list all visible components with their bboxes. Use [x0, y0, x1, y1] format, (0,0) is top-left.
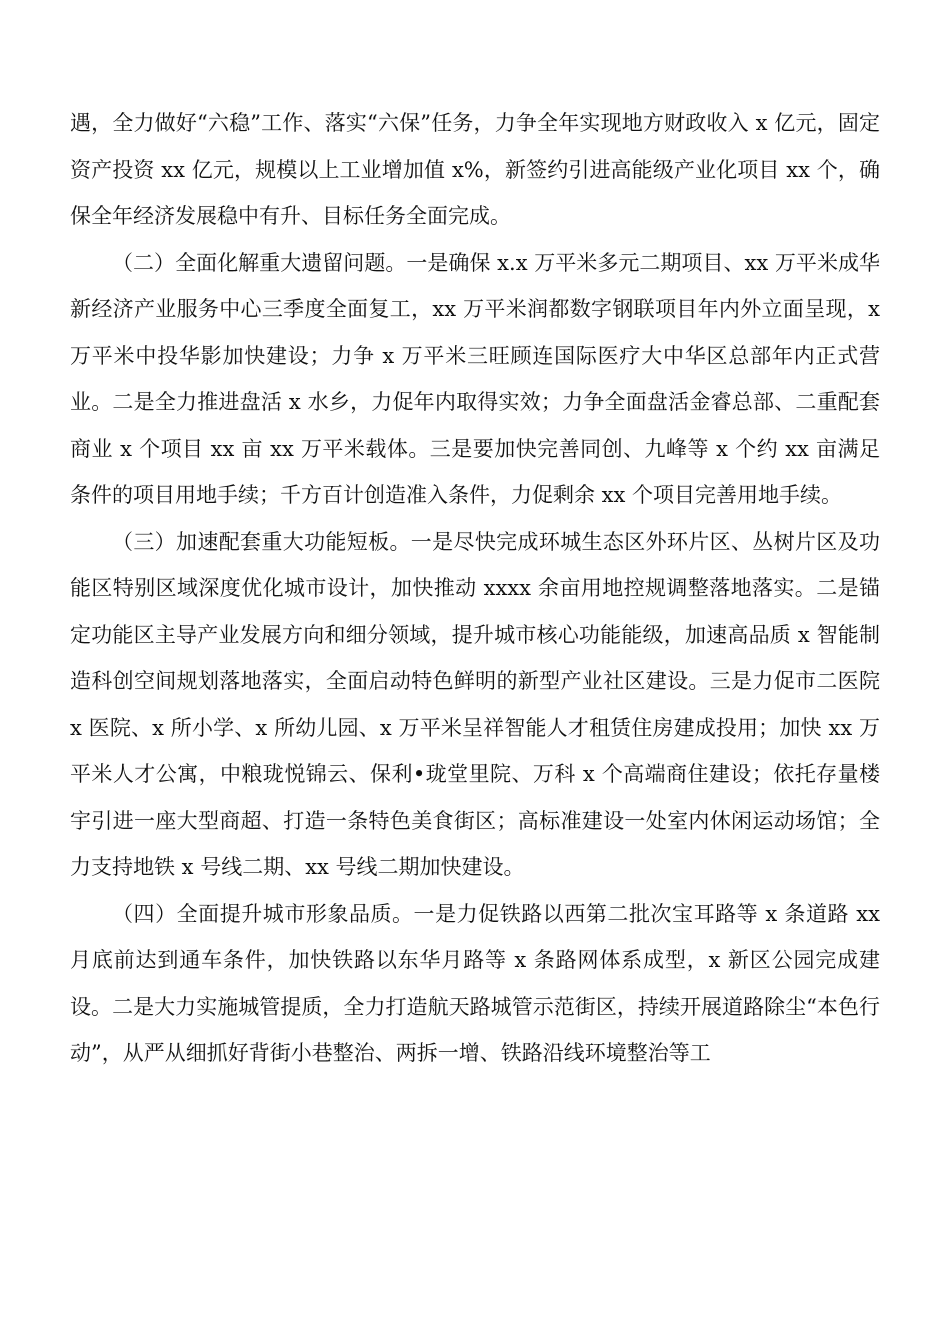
paragraph-continuation: 遇，全力做好“六稳”工作、落实“六保”任务，力争全年实现地方财政收入 x 亿元，固定资产投资 xx 亿元，规模以上工业增加值 x%，新签约引进高能级产业化项目 xx 个，确保全年经济发展稳中有升、目标任务全面完成。 — [70, 111, 880, 228]
document-page — [70, 100, 880, 1077]
paragraph-section-2: （二）全面化解重大遗留问题。一是确保 x.x 万平米多元二期项目、xx 万平米成华新经济产业服务中心三季度全面复工，xx 万平米润都数字钢联项目年内外立面呈现，x 万平米中投华影加快建设；力争 x 万平米三旺顾连国际医疗大中华区总部年内正式营业。二是全力推进盘活 x 水乡，力促年内取得实效；力争全面盘活金睿总部、二重配套商业 x 个项目 xx 亩 xx 万平米载体。三是要加快完善同创、九峰等 x 个约 xx 亩满足条件的项目用地手续；千方百计创造准入条件，力促剩余 xx 个项目完善用地手续。 — [70, 250, 880, 507]
paragraph-section-3: （三）加速配套重大功能短板。一是尽快完成环城生态区外环片区、丛树片区及功能区特别区域深度优化城市设计，加快推动 xxxx 余亩用地控规调整落地落实。二是锚定功能区主导产业发展方向和细分领域，提升城市核心功能能级，加速高品质 x 智能制造科创空间规划落地落实，全面启动特色鲜明的新型产业社区建设。三是力促市二医院 x 医院、x 所小学、x 所幼儿园、x 万平米呈祥智能人才租赁住房建成投用；加快 xx 万平米人才公寓，中粮珑悦锦云、保利•珑堂里院、万科 x 个高端商住建设；依托存量楼宇引进一座大型商超、打造一条特色美食街区；高标准建设一处室内休闲运动场馆；全力支持地铁 x 号线二期、xx 号线二期加快建设。 — [70, 529, 880, 879]
paragraph-section-4: （四）全面提升城市形象品质。一是力促铁路以西第二批次宝耳路等 x 条道路 xx 月底前达到通车条件，加快铁路以东华月路等 x 条路网体系成型，x 新区公园完成建设。二是大力实施城管提质，全力打造航天路城管示范街区，持续开展道路除尘“本色行动”，从严从细抓好背街小巷整治、两拆一增、铁路沿线环境整治等工 — [70, 901, 880, 1065]
